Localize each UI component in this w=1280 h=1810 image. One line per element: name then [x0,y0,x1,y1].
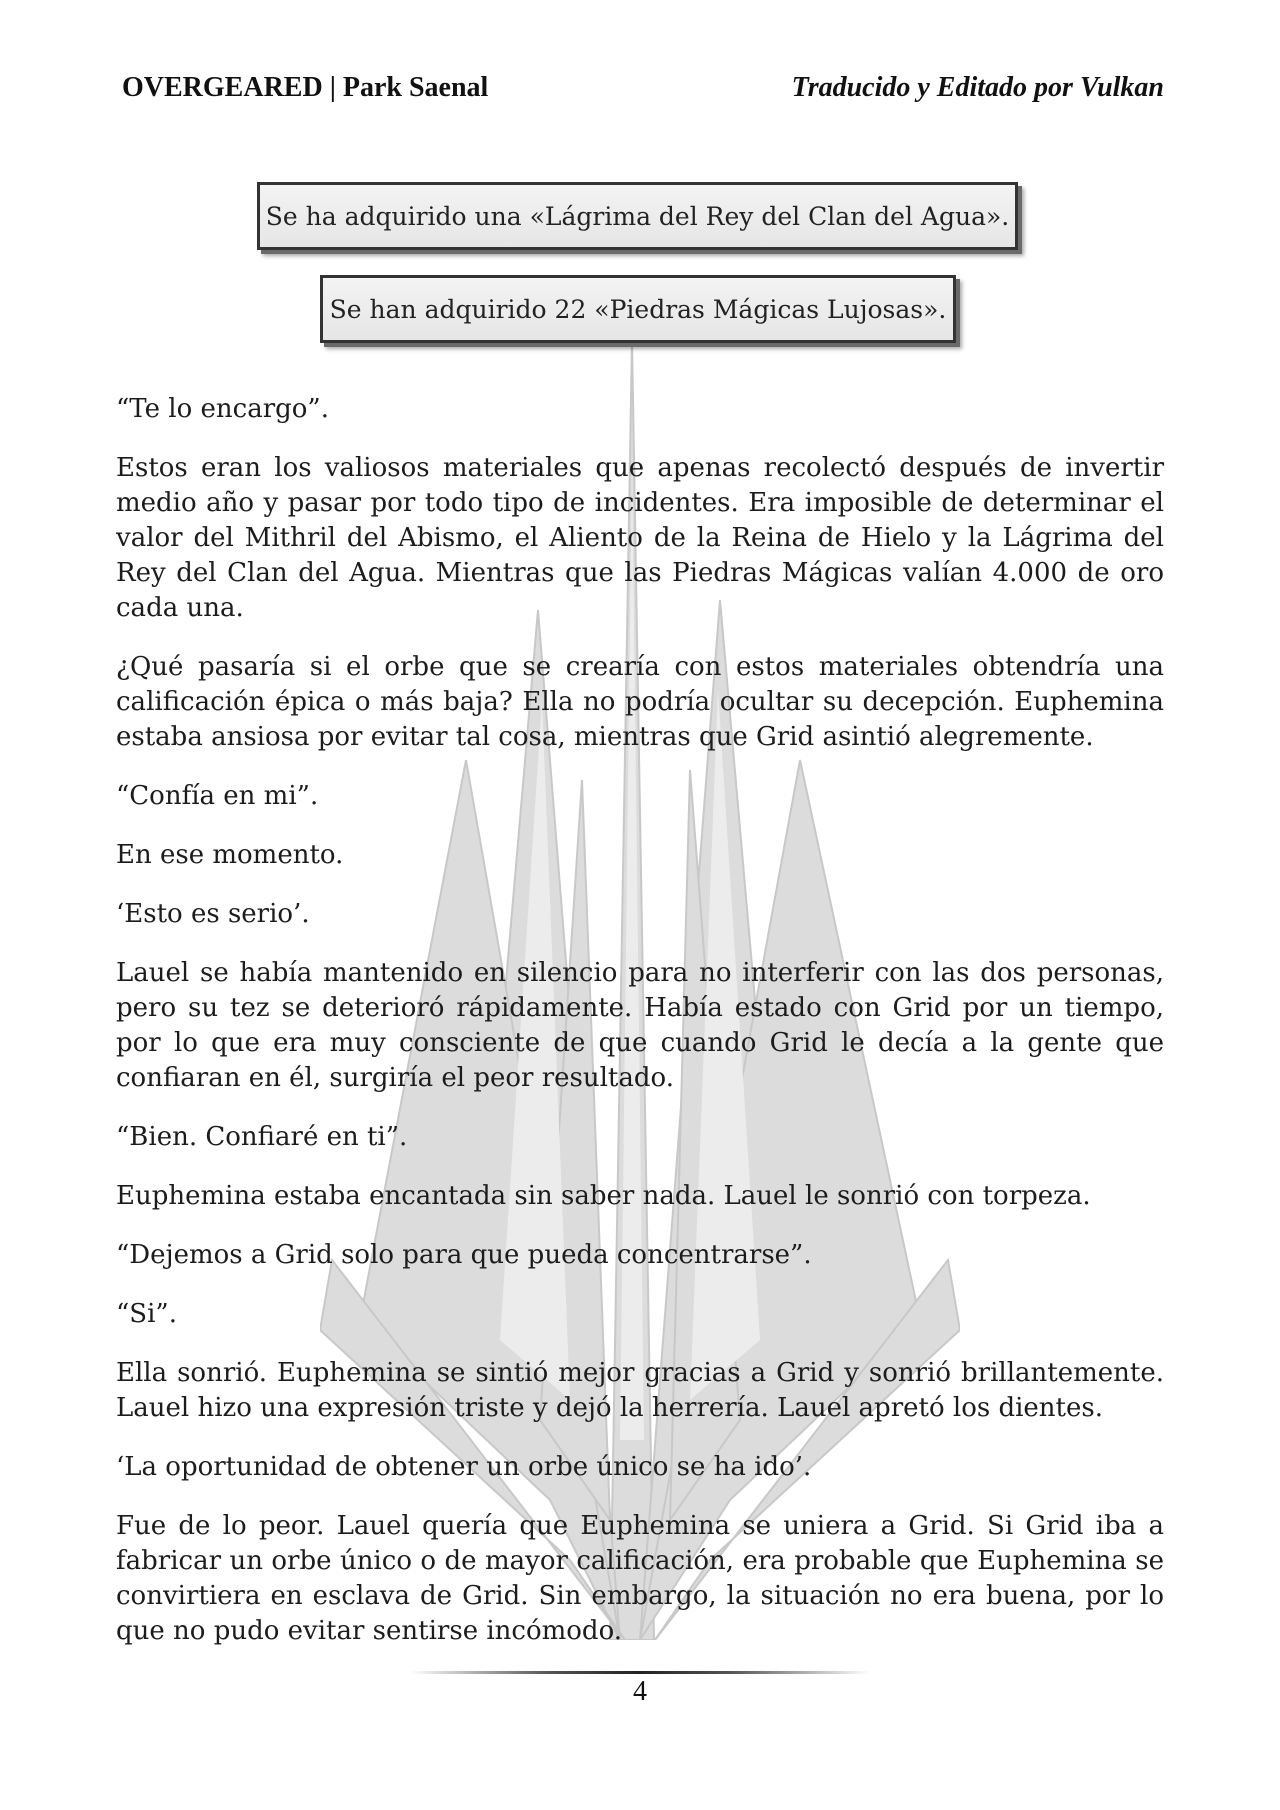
paragraph: Lauel se había mantenido en silencio para no interferir con las dos personas, pero su tez se deterioró rápidamente. Había estado con Grid por un tiempo, por lo que era muy consciente de que cuando Grid le decía a la gente que confiaran en él, surgiría el peor resultado. [116,958,1164,1093]
paragraph: En ese momento. [116,840,344,870]
page-number: 4 [633,1676,647,1707]
paragraph: ‘La oportunidad de obtener un orbe único se ha ido’. [116,1452,812,1482]
paragraph: “Si”. [116,1299,177,1329]
footer-divider [410,1671,870,1674]
paragraph: “Dejemos a Grid solo para que pueda concentrarse”. [116,1240,812,1270]
system-notice-box: Se han adquirido 22 «Piedras Mágicas Lujosas». [320,275,956,343]
system-notice-box: Se ha adquirido una «Lágrima del Rey del Clan del Agua». [257,182,1018,250]
paragraph: ‘Esto es serio’. [116,899,310,929]
paragraph: Ella sonrió. Euphemina se sintió mejor gracias a Grid y sonrió brillantemente. Lauel hizo una expresión triste y dejó la herrería. Lauel apretó los dientes. [116,1358,1164,1423]
paragraph: Fue de lo peor. Lauel quería que Euphemina se uniera a Grid. Si Grid iba a fabricar un orbe único o de mayor calificación, era probable que Euphemina se convirtiera en esclava de Grid. Sin embargo, la situación no era buena, por lo que no pudo evitar sentirse incómodo. [116,1511,1164,1646]
page-header [122,72,1164,112]
header-translator-credit: Traducido y Editado por Vulkan [791,72,1164,103]
header-book-title: OVERGEARED | Park Saenal [122,72,489,103]
paragraph: “Bien. Confiaré en ti”. [116,1122,408,1152]
paragraph: “Confía en mi”. [116,781,319,811]
paragraph: Estos eran los valiosos materiales que apenas recolectó después de invertir medio año y pasar por todo tipo de incidentes. Era imposible de determinar el valor del Mithril del Abismo, el Aliento de la Reina de Hielo y la Lágrima del Rey del Clan del Agua. Mientras que las Piedras Mágicas valían 4.000 de oro cada una. [116,453,1164,623]
paragraph: ¿Qué pasaría si el orbe que se crearía con estos materiales obtendría una calificación épica o más baja? Ella no podría ocultar su decepción. Euphemina estaba ansiosa por evitar tal cosa, mientras que Grid asintió alegremente. [116,652,1164,752]
body-text [116,392,1164,1673]
paragraph: “Te lo encargo”. [116,394,329,424]
paragraph: Euphemina estaba encantada sin saber nada. Lauel le sonrió con torpeza. [116,1181,1091,1211]
